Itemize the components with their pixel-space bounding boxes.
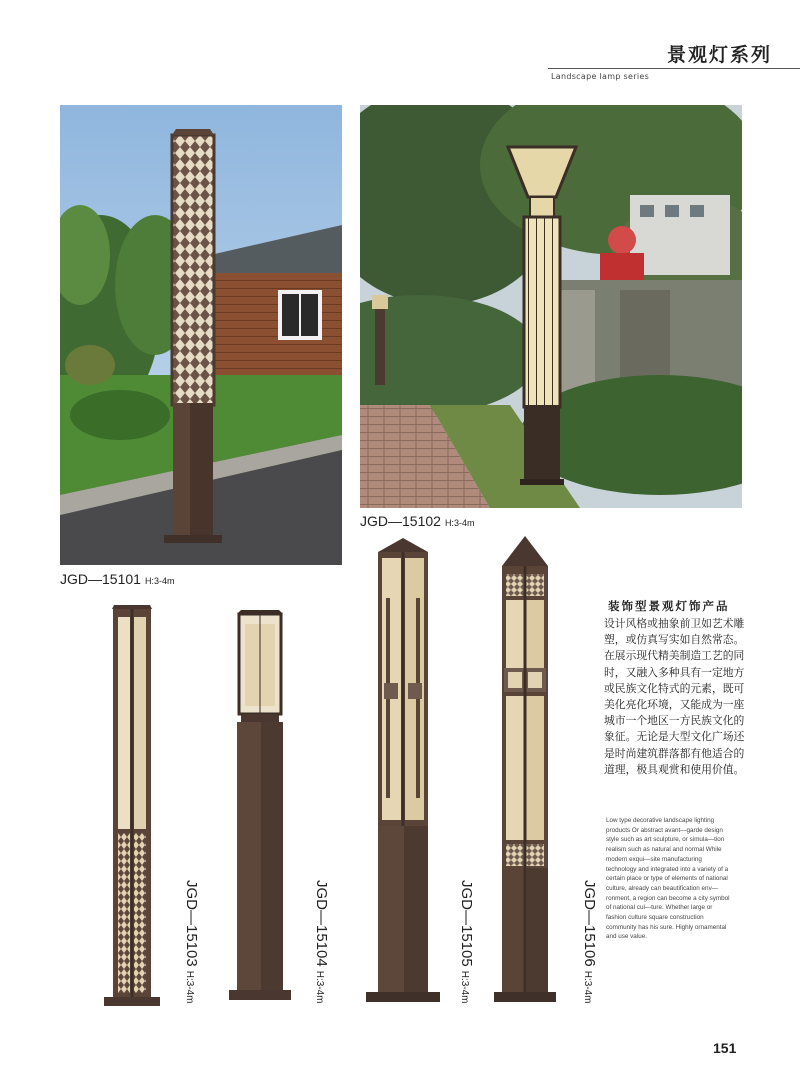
lamp-jgd-15104 [225, 610, 295, 1010]
caption-jgd-15101 [60, 571, 174, 587]
model-label: JGD—15101 [60, 571, 141, 587]
lamp-illustration [100, 605, 164, 1010]
lamp-jgd-15103 [100, 605, 164, 1010]
lamp-illustration [360, 538, 446, 1008]
caption-jgd-15105 [458, 880, 475, 1004]
lamp-illustration [490, 536, 560, 1010]
caption-jgd-15104 [313, 880, 330, 1004]
model-label: JGD—15105 [458, 880, 475, 967]
caption-jgd-15106 [581, 880, 598, 1004]
page-number: 151 [713, 1040, 737, 1056]
header-divider [548, 68, 800, 69]
height-label: H:3-4m [444, 518, 475, 528]
page-title: 景观灯系列 [666, 44, 772, 66]
model-label: JGD—15102 [360, 513, 441, 529]
photo-jgd-15101 [60, 105, 342, 565]
description-heading: 装饰型景观灯饰产品 [608, 599, 730, 613]
description-body-cn: 设计风格或抽象前卫如艺术雕塑，或仿真写实如自然常态。在展示现代精美制造工艺的同时，又融入多种具有一定地方或民族文化特式的元素，既可美化亮化环境，又能成为一座城市一个地区一方民族文化的象征。无论是大型文化广场还是时尚建筑群落都有他适合的道理，极具观赏和使用价值。 [604, 617, 745, 776]
model-label: JGD—15103 [183, 880, 200, 967]
height-label: H:3-4m [459, 970, 470, 1004]
lamp-jgd-15106 [490, 536, 560, 1010]
model-label: JGD—15104 [313, 880, 330, 967]
lamp-jgd-15105 [360, 538, 446, 1008]
caption-jgd-15103 [183, 880, 200, 1004]
lamp-photo-scene-2 [360, 105, 742, 508]
page-subtitle: Landscape lamp series [551, 72, 650, 81]
model-label: JGD—15106 [581, 880, 598, 967]
height-label: H:3-4m [184, 970, 195, 1004]
lamp-illustration [225, 610, 295, 1010]
height-label: H:3-4m [582, 970, 593, 1004]
lamp-photo-scene-1 [60, 105, 342, 565]
caption-jgd-15102 [360, 513, 474, 529]
height-label: H:3-4m [314, 970, 325, 1004]
description-body-en: Low type decorative landscape lighting products Or abstract avant—garde design style such as art sculpture, or simula—tion realism such as natural and normal While modern exqui—site manufacturing technology and integrated into a variety of a certain place or type of elements of national culture, already can beautification env—ronment, a region can become a city symbol of national cul—ture. Whether large or fashion culture square construction community has his sure. Highly ornamental and use value. [606, 817, 730, 941]
photo-jgd-15102 [360, 105, 742, 508]
height-label: H:3-4m [144, 576, 175, 586]
